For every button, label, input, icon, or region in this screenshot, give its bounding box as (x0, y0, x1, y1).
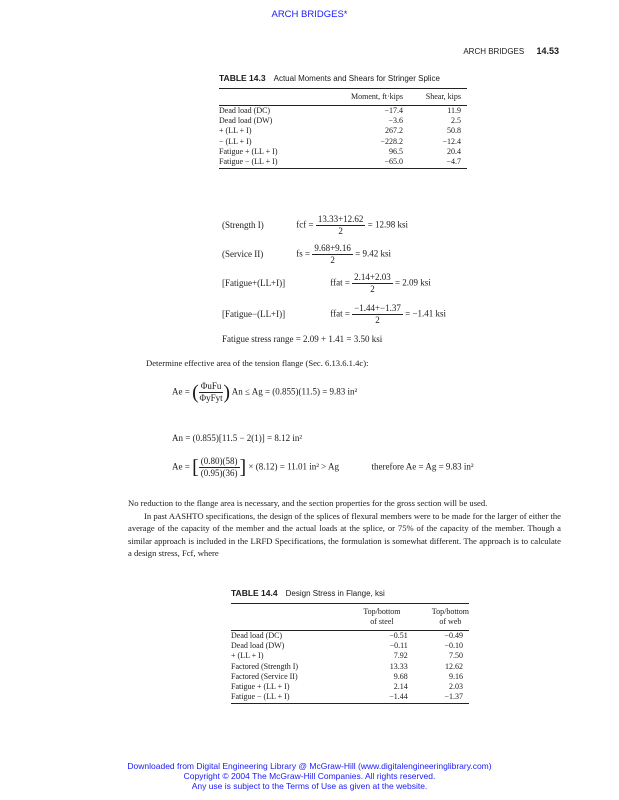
table-14-4 (231, 603, 469, 704)
equation-fatigue-plus (222, 272, 431, 295)
paragraph: No reduction to the flange area is necessary, and the section properties for the gross section will be used. (128, 498, 488, 508)
moment-cell: −228.2 (380, 136, 403, 146)
table-14-3-label: TABLE 14.3 (219, 73, 266, 83)
table-14-3-grid (219, 89, 467, 167)
ae-calculation: Ae = [ $\frac{(0.80)(58)}{(0.95)(36)}$ ] × (8.12) = 11.01 in² > Ag therefore Ae = Ag = 9.83 in² (172, 456, 474, 479)
table-14-4-caption (231, 588, 385, 598)
steel-cell: 13.33 (389, 661, 408, 671)
web-cell: −0.49 (444, 631, 463, 640)
table-14-4-label: TABLE 14.4 (231, 588, 278, 598)
load-cell: Dead load (DW) (219, 116, 273, 126)
column-header: Top/bottom of web (431, 607, 469, 626)
equation-variable: ffat = (330, 277, 350, 288)
table-row (219, 147, 467, 157)
moment-cell: −65.0 (384, 157, 403, 167)
web-cell: 2.03 (449, 682, 463, 692)
column-header: Shear, kips (425, 92, 461, 101)
web-cell: −1.37 (444, 692, 463, 702)
moment-cell: −17.4 (384, 106, 403, 115)
steel-cell: 9.68 (393, 671, 408, 681)
load-cell: Dead load (DC) (231, 631, 283, 640)
table-header-row (231, 604, 469, 630)
equation-fraction: $\frac{-1.44+-1.37}{2}$ (354, 303, 401, 325)
shear-cell: 20.4 (447, 146, 461, 156)
fatigue-stress-range: Fatigue stress range = 2.09 + 1.41 = 3.50 ksi (222, 334, 383, 344)
shear-cell: 11.9 (447, 106, 461, 115)
equation-fraction: $\frac{2.14+2.03}{2}$ (354, 272, 391, 294)
equation-fraction: $\frac{9.68+9.16}{2}$ (314, 243, 351, 265)
equation-result: = 9.42 ksi (355, 248, 391, 259)
equation-variable: fs = (296, 248, 311, 259)
footer-terms-link[interactable]: Any use is subject to the Terms of Use as given at the website. (191, 781, 428, 791)
equation-label: (Strength I) (222, 219, 264, 230)
steel-cell: −1.44 (389, 692, 408, 702)
chapter-banner[interactable]: ARCH BRIDGES* (271, 9, 348, 20)
load-cell: Factored (Strength I) (231, 661, 299, 671)
table-row (231, 651, 469, 661)
equation-variable: ffat = (330, 308, 350, 319)
running-title: ARCH BRIDGES (463, 47, 525, 56)
table-14-4-title: Design Stress in Flange, ksi (285, 589, 385, 598)
shear-cell: −4.7 (446, 157, 461, 167)
paragraph: In past AASHTO specifications, the design of the splices of flexural members were to be made for the larger of either the average of the capacity of the member and the actual loads at the splice, or 75% of the capacity of the member. Though a similar approach is included in the LRFD Specifications, the formulation is somewhat different. The approach is to calculate a design stress, Fcf, where (128, 510, 561, 559)
load-cell: Factored (Service II) (231, 671, 298, 681)
equation-strength-i (222, 214, 408, 237)
equation-label: (Service II) (222, 248, 264, 259)
steel-cell: −0.51 (389, 631, 408, 640)
load-cell: Dead load (DW) (231, 641, 285, 651)
table-rule-bottom (231, 703, 469, 704)
an-formula: An = (0.855)[11.5 − 2(1)] = 8.12 in² (172, 433, 303, 443)
table-14-3-caption (219, 73, 440, 83)
page-number: 14.53 (536, 46, 559, 56)
table-row (219, 137, 467, 147)
table-rule-bottom (219, 168, 467, 169)
load-cell: + (LL + I) (231, 651, 264, 661)
shear-cell: −12.4 (442, 136, 461, 146)
equation-fraction: $\frac{13.33+12.62}{2}$ (317, 214, 364, 236)
equation-fatigue-minus (222, 303, 446, 326)
shear-cell: 50.8 (447, 126, 461, 136)
running-head (463, 46, 559, 56)
load-cell: + (LL + I) (219, 126, 252, 136)
ae-formula: Ae = ( $\frac{\text{ΦuFu}}{\text{ΦyFyt}}$ ) An ≤ Ag = (0.855)(11.5) = 9.83 in² (172, 381, 358, 404)
download-footer[interactable] (0, 761, 619, 791)
load-cell: Dead load (DC) (219, 106, 271, 115)
equation-label: [Fatigue+(LL+I)] (222, 277, 286, 288)
steel-cell: −0.11 (389, 641, 408, 651)
table-14-4-grid (231, 604, 469, 702)
web-cell: −0.10 (444, 641, 463, 651)
ae-conclusion: therefore Ae = Ag = 9.83 in² (371, 461, 474, 472)
footer-copyright[interactable]: Copyright © 2004 The McGraw-Hill Companies. All rights reserved. (183, 771, 436, 781)
body-text (128, 497, 561, 560)
moment-cell: 96.5 (389, 146, 403, 156)
moment-cell: −3.6 (388, 116, 403, 126)
column-header: Moment, ft·kips (351, 92, 403, 101)
table-row (219, 157, 467, 167)
ae-calc-rest: × (8.12) = 11.01 in² > Ag (248, 461, 340, 472)
equation-service-ii (222, 243, 391, 266)
table-row (231, 641, 469, 651)
shear-cell: 2.5 (451, 116, 461, 126)
ae-fraction: $\frac{\text{ΦuFu}}{\text{ΦyFyt}}$ (199, 381, 223, 403)
table-14-3-title: Actual Moments and Shears for Stringer Splice (273, 74, 440, 83)
equation-result: = 2.09 ksi (394, 277, 431, 288)
equation-result: = 12.98 ksi (367, 219, 408, 230)
ae-rest: An ≤ Ag = (0.855)(11.5) = 9.83 in² (231, 386, 358, 397)
ae-calc-lhs: Ae = (172, 461, 190, 472)
equation-label: [Fatigue−(LL+I)] (222, 308, 286, 319)
load-cell: Fatigue − (LL + I) (231, 692, 290, 702)
web-cell: 9.16 (449, 671, 463, 681)
steel-cell: 7.92 (393, 651, 408, 661)
table-row (231, 682, 469, 692)
footer-download-link[interactable]: Downloaded from Digital Engineering Library @ McGraw-Hill (www.digitalengineeringlibrary.com) (127, 761, 492, 771)
table-row (231, 662, 469, 672)
moment-cell: 267.2 (385, 126, 403, 136)
table-row (219, 106, 467, 116)
ae-lhs: Ae = (172, 386, 190, 397)
table-header-row (219, 89, 467, 105)
load-cell: Fatigue + (LL + I) (231, 682, 290, 692)
steel-cell: 2.14 (393, 682, 408, 692)
table-row (219, 116, 467, 126)
load-cell: − (LL + I) (219, 136, 252, 146)
load-cell: Fatigue − (LL + I) (219, 157, 278, 167)
equation-variable: fcf = (296, 219, 314, 230)
table-row (219, 126, 467, 136)
table-row (231, 692, 469, 702)
web-cell: 12.62 (445, 661, 463, 671)
load-cell: Fatigue + (LL + I) (219, 146, 278, 156)
web-cell: 7.50 (449, 651, 463, 661)
table-row (231, 672, 469, 682)
table-14-3 (219, 88, 467, 169)
effective-area-intro: Determine effective area of the tension flange (Sec. 6.13.6.1.4c): (146, 358, 369, 368)
table-row (231, 631, 469, 641)
column-header: Top/bottom of steel (363, 607, 401, 626)
equation-result: = −1.41 ksi (405, 308, 447, 319)
ae-calc-fraction: $\frac{(0.80)(58)}{(0.95)(36)}$ (200, 456, 238, 478)
